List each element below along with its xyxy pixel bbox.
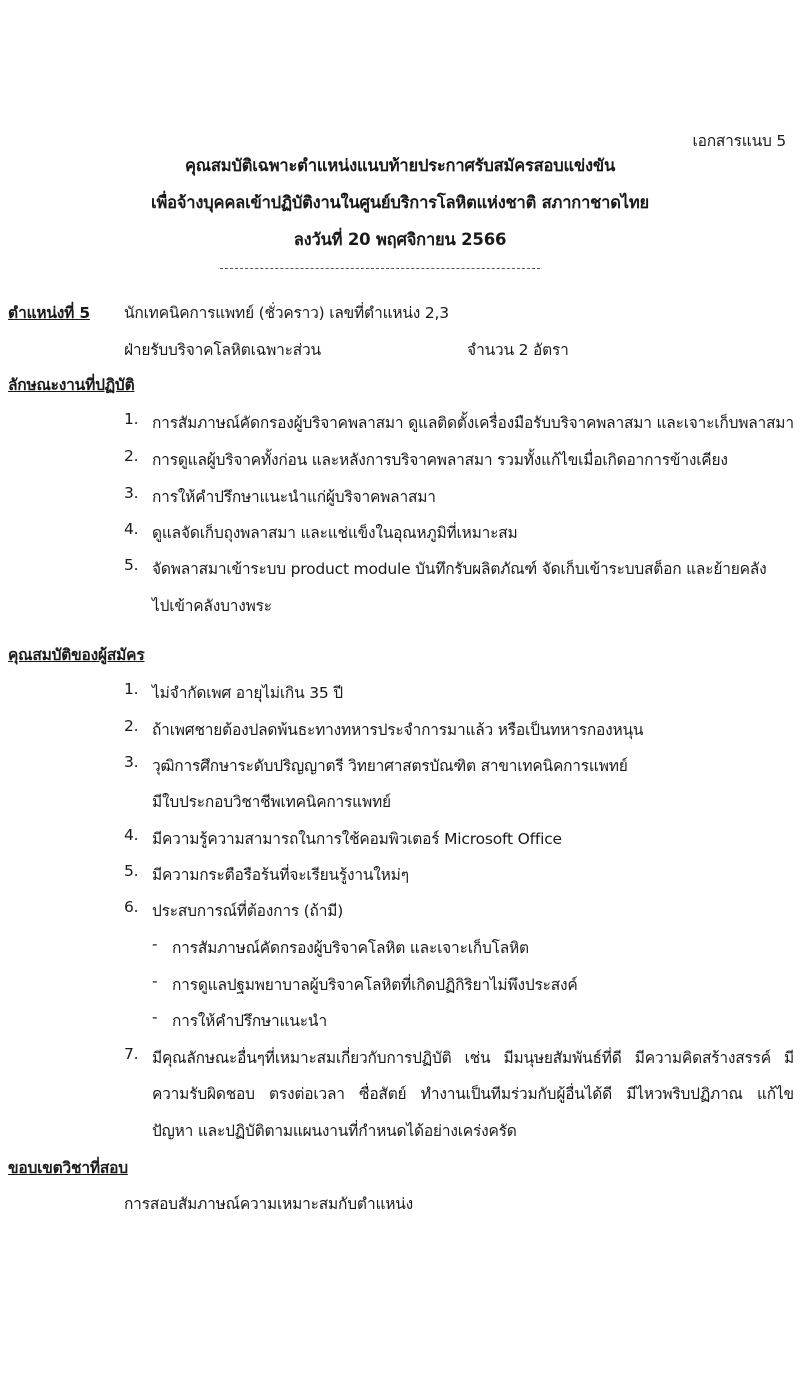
qualification-word: ความรับผิดชอบ [152, 1085, 255, 1103]
position-count: จำนวน 2 อัตรา [467, 341, 569, 359]
duty-text: จัดพลาสมาเข้าระบบ product module บันทึกรับผลิตภัณฑ์ จัดเก็บเข้าระบบสต็อก และย้ายคลัง [152, 560, 767, 578]
qualifications-heading: คุณสมบัติของผู้สมัคร [8, 646, 145, 664]
title-line-2: เพื่อจ้างบุคคลเข้าปฏิบัติงานในศูนย์บริการโลหิตแห่งชาติ สภากาชาดไทย [151, 193, 649, 212]
document-reference: เอกสารแนบ 5 [692, 132, 786, 150]
bullet: - [152, 935, 158, 953]
qualification-number: 2. [124, 717, 139, 735]
qualification-text: มีความกระตือรือร้นที่จะเรียนรู้งานใหม่ๆ [152, 866, 409, 884]
qualification-text: มีความรู้ความสามารถในการใช้คอมพิวเตอร์ Microsoft Office [152, 830, 562, 848]
duty-number: 2. [124, 447, 139, 465]
qualification-text: ถ้าเพศชายต้องปลดพ้นธะทางทหารประจำการมาแล้ว หรือเป็นทหารกองหนุน [152, 721, 644, 739]
qualification-text: ประสบการณ์ที่ต้องการ (ถ้ามี) [152, 902, 344, 920]
divider [220, 268, 540, 269]
qualification-text-continued: ปัญหา และปฏิบัติตามแผนงานที่กำหนดได้อย่างเคร่งครัด [152, 1122, 517, 1140]
duties-heading: ลักษณะงานที่ปฏิบัติ [8, 376, 135, 394]
qualification-number: 6. [124, 898, 139, 916]
qualification-line [152, 1045, 794, 1070]
duty-number: 3. [124, 484, 139, 502]
duty-text: การสัมภาษณ์คัดกรองผู้บริจาคพลาสมา ดูแลติดตั้งเครื่องมือรับบริจาคพลาสมา และเจาะเก็บพลาสมา [152, 414, 794, 432]
qualification-number: 4. [124, 826, 139, 844]
bullet: - [152, 1008, 158, 1026]
bullet: - [152, 972, 158, 990]
title-line-3: ลงวันที่ 20 พฤศจิกายน 2566 [293, 230, 507, 249]
position-department: ฝ่ายรับบริจาคโลหิตเฉพาะส่วน [124, 341, 321, 359]
qualification-line [152, 1081, 794, 1106]
position-name: นักเทคนิคการแพทย์ (ชั่วคราว) เลขที่ตำแหน่ง 2,3 [124, 304, 449, 322]
position-label: ตำแหน่งที่ 5 [8, 304, 90, 322]
qualification-number: 7. [124, 1045, 139, 1063]
exam-heading: ขอบเขตวิชาที่สอบ [8, 1159, 128, 1177]
qualification-word: มี [783, 1049, 794, 1067]
title-line-1: คุณสมบัติเฉพาะตำแหน่งแนบท้ายประกาศรับสมัครสอบแข่งขัน [184, 156, 616, 175]
qualification-number: 1. [124, 680, 139, 698]
qualification-word: ตรงต่อเวลา [269, 1085, 345, 1103]
duty-number: 1. [124, 410, 139, 428]
duty-text-continued: ไปเข้าคลังบางพระ [152, 597, 272, 615]
qualification-word: มีมนุษยสัมพันธ์ที่ดี [503, 1049, 622, 1067]
qualification-word: มีไหวพริบปฏิภาณ [626, 1085, 743, 1103]
qualification-text: วุฒิการศึกษาระดับปริญญาตรี วิทยาศาสตรบัณฑิต สาขาเทคนิคการแพทย์ [152, 757, 628, 775]
duty-text: การให้คำปรึกษาแนะนำแก่ผู้บริจาคพลาสมา [152, 488, 436, 506]
experience-item: การดูแลปฐมพยาบาลผู้บริจาคโลหิตที่เกิดปฏิกิริยาไม่พึงประสงค์ [172, 976, 578, 994]
qualification-word: มีความคิดสร้างสรรค์ [634, 1049, 771, 1067]
duty-number: 5. [124, 556, 139, 574]
qualification-text-continued: มีใบประกอบวิชาชีพเทคนิคการแพทย์ [152, 793, 391, 811]
duty-text: ดูแลจัดเก็บถุงพลาสมา และแช่แข็งในอุณหภูมิที่เหมาะสม [152, 524, 518, 542]
duty-text: การดูแลผู้บริจาคทั้งก่อน และหลังการบริจาคพลาสมา รวมทั้งแก้ไขเมื่อเกิดอาการข้างเคียง [152, 451, 728, 469]
qualification-number: 3. [124, 753, 139, 771]
exam-text: การสอบสัมภาษณ์ความเหมาะสมกับตำแหน่ง [124, 1195, 414, 1213]
qualification-word: แก้ไข [756, 1085, 794, 1103]
qualification-text: ไม่จำกัดเพศ อายุไม่เกิน 35 ปี [152, 684, 343, 702]
duty-number: 4. [124, 520, 139, 538]
qualification-number: 5. [124, 862, 139, 880]
qualification-word: ซื่อสัตย์ [359, 1085, 407, 1103]
qualification-word: ทำงานเป็นทีมร่วมกับผู้อื่นได้ดี [420, 1085, 613, 1103]
experience-item: การให้คำปรึกษาแนะนำ [172, 1012, 327, 1030]
qualification-word: มีคุณลักษณะอื่นๆที่เหมาะสมเกี่ยวกับการปฏิบัติ [152, 1049, 452, 1067]
experience-item: การสัมภาษณ์คัดกรองผู้บริจาคโลหิต และเจาะเก็บโลหิต [172, 939, 529, 957]
qualification-word: เช่น [464, 1049, 491, 1067]
